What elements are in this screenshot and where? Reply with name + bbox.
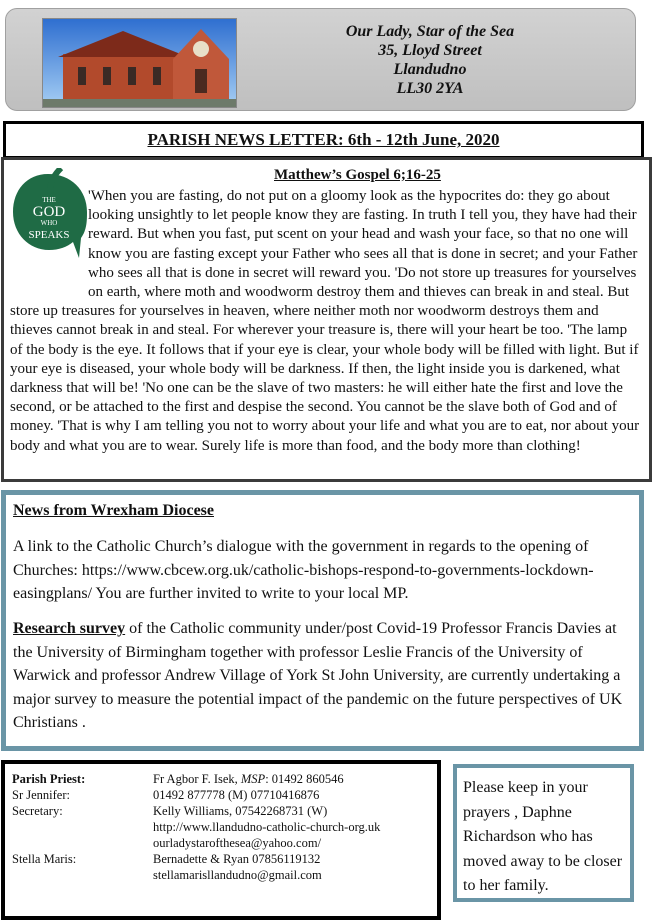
stella-label: Stella Maris:	[12, 852, 77, 866]
address-postcode: LL30 2YA	[396, 80, 464, 97]
logo-line-who: WHO	[40, 219, 58, 227]
news-section	[1, 490, 644, 751]
research-label: Research survey	[13, 620, 126, 637]
priest-phone: : 01492 860546	[265, 772, 344, 786]
parish-email[interactable]: ourladystarofthesea@yahoo.com/	[153, 836, 322, 850]
prayer-note: Please keep in your prayers , Daphne Richardson who has moved away to be closer to her family.	[463, 779, 623, 895]
website-link[interactable]: http://www.llandudno-catholic-church-org.uk	[153, 820, 381, 834]
title-box	[3, 121, 644, 159]
priest-title: MSP	[240, 772, 266, 786]
stella-email[interactable]: stellamarisllandudno@gmail.com	[153, 868, 322, 882]
priest-value	[153, 772, 344, 786]
secretary-label: Secretary:	[12, 804, 63, 818]
news-heading: News from Wrexham Diocese	[13, 502, 214, 519]
contacts-section	[1, 760, 441, 920]
gospel-title: Matthew’s Gospel 6;16-25	[274, 167, 441, 183]
priest-name: Fr Agbor F. Isek,	[153, 772, 241, 786]
sister-phone: 01492 877778 (M) 07710416876	[153, 788, 320, 802]
logo-line-speaks: SPEAKS	[28, 229, 70, 241]
news-link-paragraph: A link to the Catholic Church’s dialogue with the government in regards to the opening of Churches: https://www.cbcew.org.uk/catholic-bishops-respond-to-governments-lockdown-easingplans/ You are further invited to write to your local MP.	[13, 538, 594, 602]
research-paragraph	[13, 617, 635, 735]
church-photo	[42, 18, 237, 108]
newsletter-title: PARISH NEWS LETTER: 6th - 12th June, 2020	[147, 130, 500, 149]
research-text: of the Catholic community under/post Covid-19 Professor Francis Davies at the University of Birmingham together with professor Leslie Francis of the University of Warwick and professor Andrew Village of York St John University, are currently undertaking a major survey to measure the potential impact of the pandemic on the future perspectives of UK Christians .	[13, 620, 623, 731]
logo-line-the: THE	[42, 196, 56, 204]
secretary-value: Kelly Williams, 07542268731 (W)	[153, 804, 328, 818]
parish-name: Our Lady, Star of the Sea	[345, 23, 515, 40]
parish-address	[300, 22, 560, 98]
priest-label: Parish Priest:	[12, 772, 86, 786]
gospel-reading	[10, 165, 642, 456]
address-town: Llandudno	[393, 61, 467, 78]
stella-value: Bernadette & Ryan 07856119132	[153, 852, 321, 866]
gospel-reading-text: 'When you are fasting, do not put on a gloomy look as the hypocrites do: they go about looking unsightly to let people know they are fasting. In truth I tell you, they have had their reward. But when you fast, put scent on your head and wash your face, so that no one will know you are fasting except your Father who sees all that is done in secret; and your Father who sees all that is done in secret will reward you. 'Do not store up treasures for yourselves on earth, where moth and woodworm destroy them and thieves can break in and steal. But store up treasures for yourselves in heaven, where neither moth nor woodworm destroys them and thieves cannot break in and steal. For wherever your treasure is, there will your heart be too. 'The lamp of the body is the eye. It follows that if your eye is clear, your whole body will be filled with light. But if your eye is diseased, your whole body will be darkness. If then, the light inside you is darkened, what darkness that will be! 'No one can be the slave of two masters: he will either hate the first and love the second, or be attached to the first and despise the second. You cannot be the slave both of God and of money. 'That is why I am telling you not to worry about your life and what you are to eat, nor about your body and what you are to wear. Surely life is more than food, and the body more than clothing!	[10, 188, 640, 454]
logo-line-god: GOD	[32, 204, 66, 220]
gospel-section	[1, 157, 652, 482]
address-street: 35, Lloyd Street	[378, 42, 482, 59]
prayer-note-box	[453, 764, 634, 902]
sister-label: Sr Jennifer:	[12, 788, 70, 802]
